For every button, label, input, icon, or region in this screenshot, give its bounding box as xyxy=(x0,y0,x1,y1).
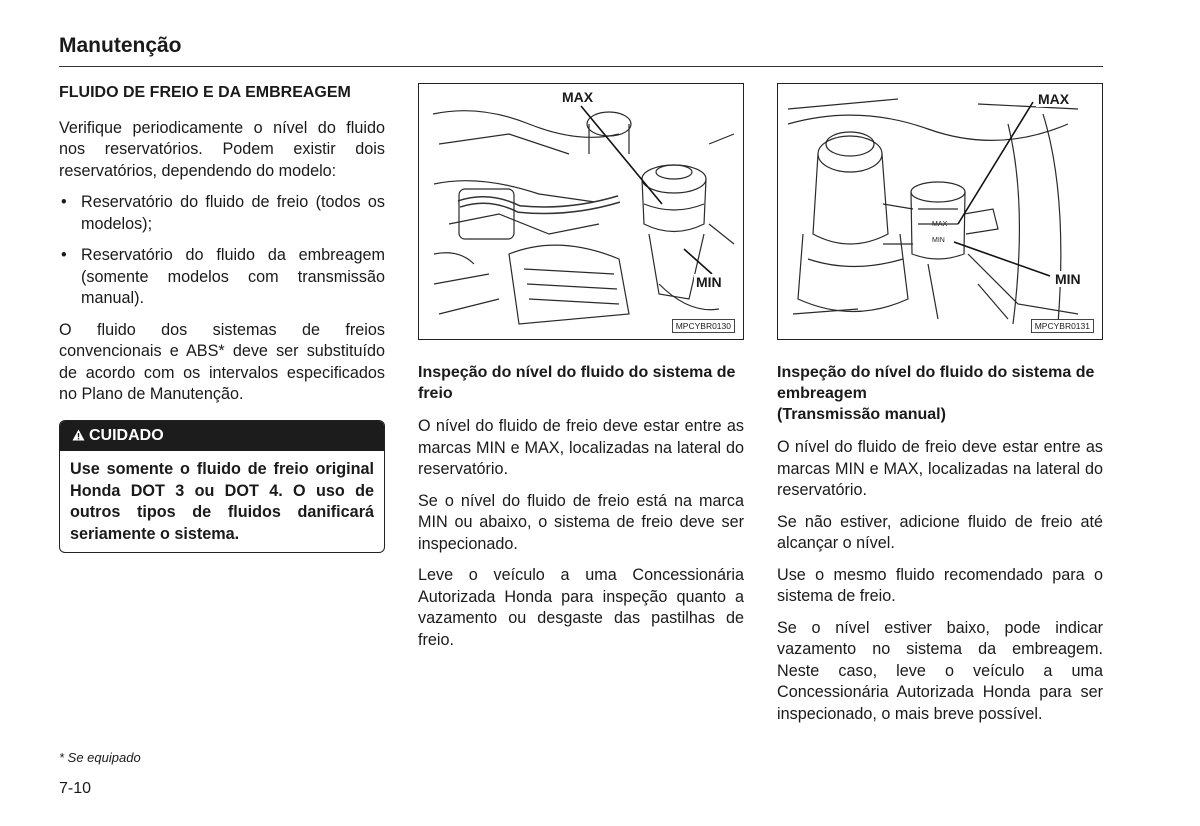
warning-triangle-icon xyxy=(72,429,85,441)
section-heading: FLUIDO DE FREIO E DA EMBREAGEM xyxy=(59,84,351,101)
reservoir-max-mark: MAX xyxy=(932,221,948,228)
column-left xyxy=(59,82,385,416)
reservoir-min-mark: MIN xyxy=(932,237,945,244)
heading-line: Inspeção do nível do fluido do sistema de embreagem xyxy=(777,364,1095,402)
header-rule xyxy=(59,66,1103,67)
replacement-paragraph: O fluido dos sistemas de freios convencionais e ABS* deve ser substituído de acordo com os intervalos especificados no Plano de Manutenção. xyxy=(59,320,385,403)
caution-title: CUIDADO xyxy=(89,427,164,444)
clutch-reservoir-figure xyxy=(777,83,1103,340)
figure-code: MPCYBR0130 xyxy=(672,319,735,333)
max-label: MAX xyxy=(562,89,594,105)
paragraph: Use o mesmo fluido recomendado para o sistema de freio. xyxy=(777,565,1103,605)
heading-line: (Transmissão manual) xyxy=(777,406,946,423)
clutch-inspection-heading xyxy=(777,362,1103,425)
figure-code: MPCYBR0131 xyxy=(1031,319,1094,333)
footnote: * Se equipado xyxy=(59,750,141,765)
list-item: • Reservatório do fluido de freio (todos os modelos); xyxy=(59,192,385,235)
paragraph: Se não estiver, adicione fluido de freio até alcançar o nível. xyxy=(777,512,1103,552)
page-title: Manutenção xyxy=(59,34,182,57)
brake-reservoir-illustration xyxy=(419,84,742,338)
min-label: MIN xyxy=(696,274,722,290)
min-label: MIN xyxy=(1055,271,1081,287)
column-middle xyxy=(418,362,744,661)
column-right xyxy=(777,362,1103,735)
page-number: 7-10 xyxy=(59,780,92,797)
list-item: • Reservatório do fluido da embreagem (somente modelos com transmissão manual). xyxy=(59,245,385,310)
paragraph: O nível do fluido de freio deve estar entre as marcas MIN e MAX, localizadas na lateral do reservatório. xyxy=(777,438,1103,499)
clutch-reservoir-illustration xyxy=(778,84,1101,338)
caution-box xyxy=(59,420,385,553)
brake-reservoir-figure xyxy=(418,83,744,340)
brake-inspection-heading: Inspeção do nível do fluido do sistema de freio xyxy=(418,364,736,402)
caution-text: Use somente o fluido de freio original Honda DOT 3 ou DOT 4. O uso de outros tipos de fluidos danificará seriamente o sistema. xyxy=(70,460,374,543)
caution-header xyxy=(60,421,384,451)
max-label: MAX xyxy=(1038,91,1070,107)
paragraph: Leve o veículo a uma Concessionária Autorizada Honda para inspeção quanto a vazamento ou desgaste das pastilhas de freio. xyxy=(418,566,744,649)
intro-paragraph: Verifique periodicamente o nível do fluido nos reservatórios. Podem existir dois reservatórios, dependendo do modelo: xyxy=(59,118,385,180)
paragraph: O nível do fluido de freio deve estar entre as marcas MIN e MAX, localizadas na lateral do reservatório. xyxy=(418,417,744,478)
paragraph: Se o nível estiver baixo, pode indicar vazamento no sistema da embreagem. Neste caso, leve o veículo a uma Concessionária Autorizada Honda para ser inspecionado, o mais breve possível. xyxy=(777,618,1103,723)
paragraph: Se o nível do fluido de freio está na marca MIN ou abaixo, o sistema de freio deve ser inspecionado. xyxy=(418,491,744,553)
reservoir-list xyxy=(59,192,385,310)
